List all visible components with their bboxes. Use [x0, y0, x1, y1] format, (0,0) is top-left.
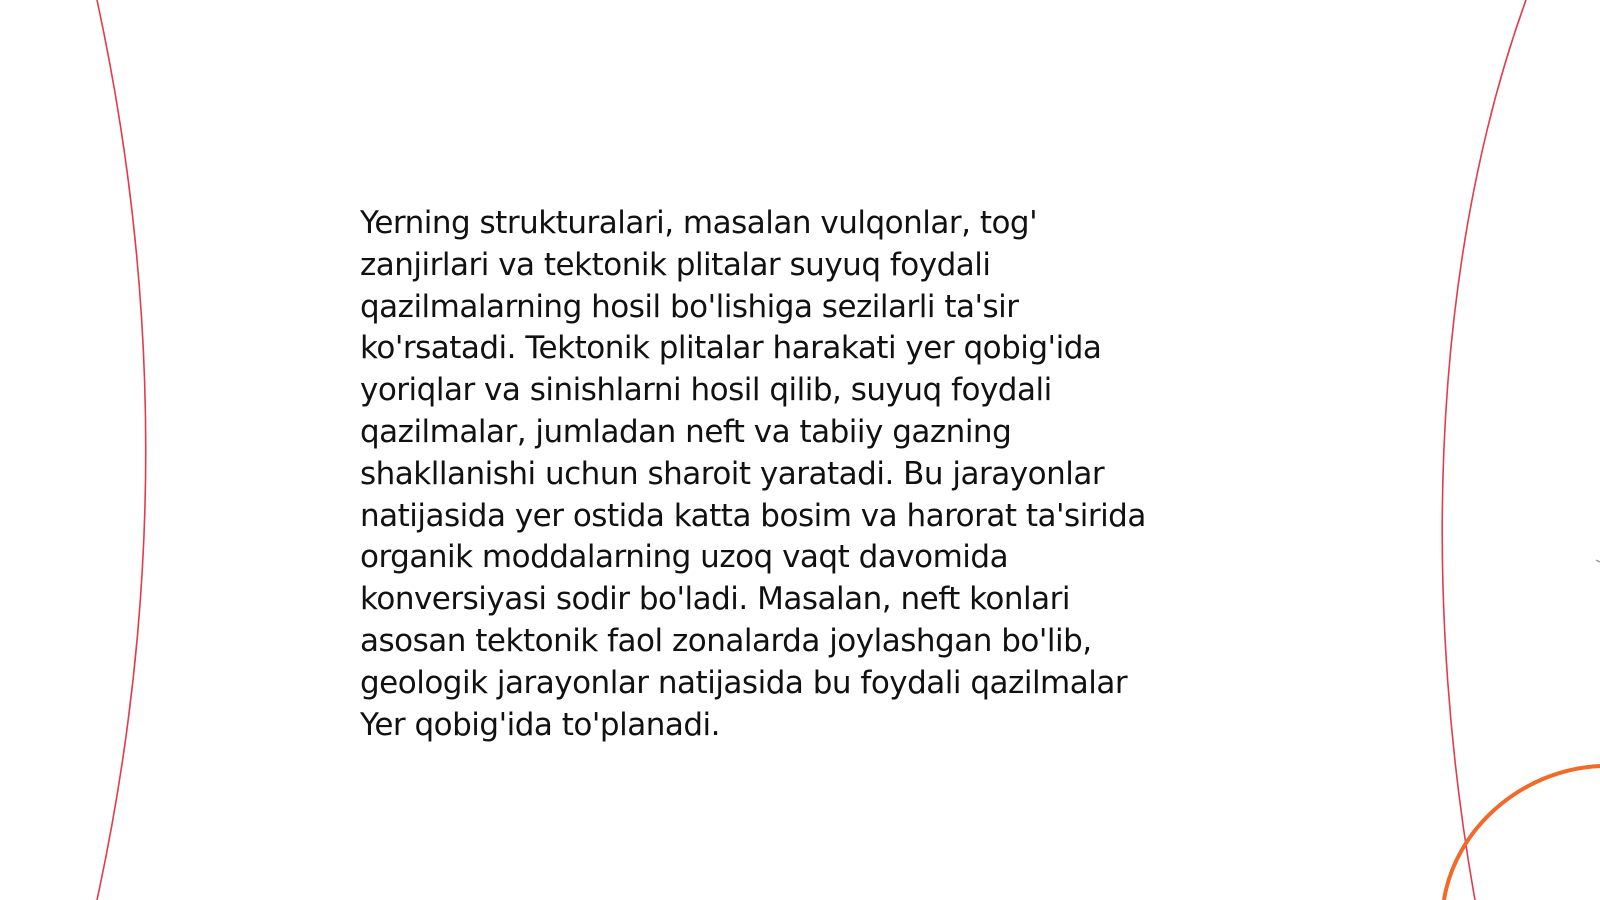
right-curve-line	[1442, 0, 1526, 900]
bottom-right-arc	[1444, 766, 1600, 900]
slide-body-text: Yerning strukturalari, masalan vulqonlar, tog' zanjirlari va tektonik plitalar suyuq foydali qazilmalarning hosil bo'lishiga sezilarli ta'sir ko'rsatadi. Tektonik plitalar harakati yer qobig'ida yoriqlar va sinishlarni hosil qilib, suyuq foydali qazilmalar, jumladan neft va tabiiy gazning shakllanishi uchun sharoit yaratadi. Bu jarayonlar natijasida yer ostida katta bosim va harorat ta'sirida organik moddalarning uzoq vaqt davomida konversiyasi sodir bo'ladi. Masalan, neft konlari asosan tektonik faol zonalarda joylashgan bo'lib, geologik jarayonlar natijasida bu foydali qazilmalar Yer qobig'ida to'planadi.	[360, 205, 1146, 743]
left-curve-line	[97, 0, 146, 900]
right-edge-tick	[1596, 560, 1600, 562]
